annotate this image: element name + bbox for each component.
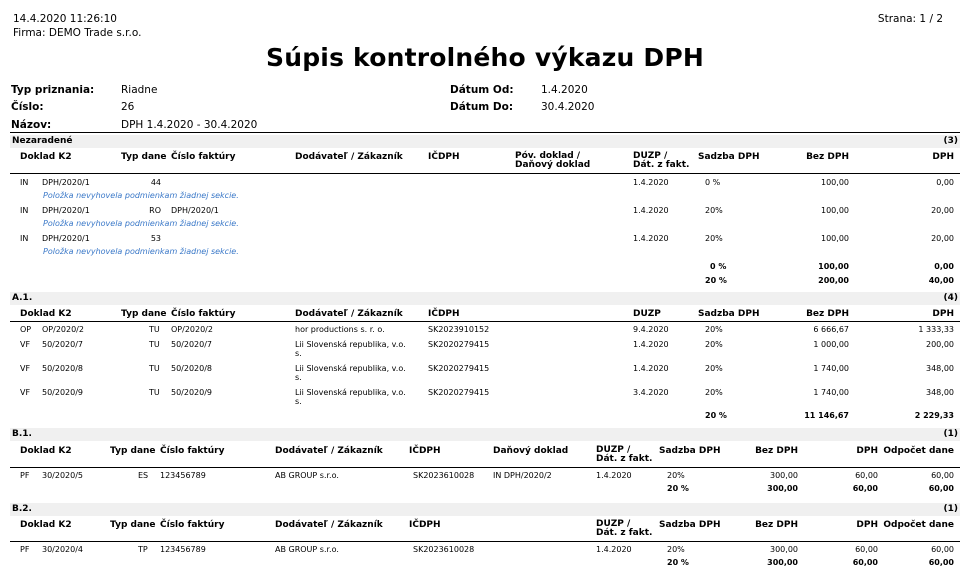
row-dodavatel-2: s.: [295, 397, 302, 406]
row-duzp: 1.4.2020: [633, 206, 669, 215]
header-divider: [10, 173, 960, 174]
col-odpocet: Odpočet dane: [883, 520, 954, 530]
row-icdph: SK2023610028: [413, 471, 475, 480]
page-number: Strana: 1 / 2: [877, 13, 943, 25]
col-doklad: Doklad K2: [20, 152, 72, 162]
row-k1: IN: [20, 206, 29, 215]
row-k1: IN: [20, 178, 29, 187]
typ-label: Typ priznania:: [11, 84, 95, 96]
col-bez-dph: Bez DPH: [755, 446, 798, 456]
header-divider: [10, 321, 960, 322]
row-k2: 30/2020/5: [42, 471, 84, 480]
col-sadzba: Sadzba DPH: [659, 446, 721, 456]
section-nezaradene-band: [10, 135, 960, 148]
col-duzp: [633, 152, 689, 170]
section-a1-band: [10, 292, 960, 305]
total-bez: 300,00: [767, 558, 798, 567]
col-sadzba: Sadzba DPH: [698, 152, 760, 162]
row-sadzba: 20%: [705, 234, 723, 243]
section-b2-band: [10, 503, 960, 516]
row-k1: OP: [20, 325, 32, 334]
row-k2: DPH/2020/1: [42, 234, 90, 243]
row-dodavatel-1: Lii Slovenská republika, v.o.: [295, 364, 406, 373]
row-odpocet: 60,00: [931, 471, 954, 480]
col-duzp-1: DUZP /: [596, 519, 631, 529]
col-duzp: [596, 520, 652, 538]
total-bez: 100,00: [818, 262, 849, 271]
total-sadzba: 20 %: [705, 276, 727, 285]
row-cislo: 50/2020/9: [171, 388, 213, 397]
total-dph: 40,00: [928, 276, 954, 285]
row-bez: 1 000,00: [813, 340, 849, 349]
row-dodavatel: AB GROUP s.r.o.: [275, 545, 339, 554]
row-duzp: 1.4.2020: [633, 178, 669, 187]
row-k1: PF: [20, 471, 30, 480]
row-k2: 30/2020/4: [42, 545, 84, 554]
row-cislo: OP/2020/2: [171, 325, 213, 334]
total-bez: 11 146,67: [804, 411, 849, 420]
total-dph: 60,00: [852, 558, 878, 567]
col-duzp-2: Dát. z fakt.: [633, 160, 690, 170]
row-dph: 20,00: [931, 206, 954, 215]
row-duzp: 1.4.2020: [633, 234, 669, 243]
col-doklad: Doklad K2: [20, 520, 72, 530]
row-dph: 200,00: [926, 340, 954, 349]
row-typ: TU: [149, 388, 160, 397]
row-cislo: 123456789: [160, 545, 206, 554]
total-sadzba: 20 %: [667, 558, 689, 567]
row-typ: RO: [149, 206, 161, 215]
section-count: (1): [943, 429, 958, 439]
row-dodavatel-1: Lii Slovenská republika, v.o.: [295, 388, 406, 397]
datum-od-label: Dátum Od:: [450, 84, 514, 96]
row-k1: IN: [20, 234, 29, 243]
col-icdph: IČDPH: [409, 446, 441, 456]
col-icdph: IČDPH: [428, 152, 460, 162]
col-pov-doklad: [515, 152, 590, 170]
row-k2: DPH/2020/1: [42, 178, 90, 187]
col-cislo: Číslo faktúry: [171, 152, 236, 162]
row-dph: 20,00: [931, 234, 954, 243]
total-sadzba: 20 %: [705, 411, 727, 420]
typ-value: Riadne: [121, 84, 158, 96]
row-dodavatel: [295, 340, 406, 358]
row-typ: 44: [150, 178, 161, 187]
col-pov-2: Daňový doklad: [515, 160, 591, 170]
col-icdph: IČDPH: [428, 309, 460, 319]
row-note: Položka nevyhovela podmienkam žiadnej sekcie.: [43, 219, 239, 228]
col-danovy-doklad: Daňový doklad: [493, 446, 569, 456]
total-odpocet: 60,00: [928, 558, 954, 567]
section-title: B.1.: [12, 429, 32, 439]
row-icdph: SK2020279415: [428, 364, 490, 373]
row-k2: 50/2020/8: [42, 364, 84, 373]
row-bez: 100,00: [821, 206, 849, 215]
section-b1-band: [10, 428, 960, 441]
row-bez: 6 666,67: [813, 325, 849, 334]
cislo-value: 26: [121, 101, 135, 113]
col-duzp-1: DUZP /: [596, 445, 631, 455]
col-dodavatel: Dodávateľ / Zákazník: [275, 520, 383, 530]
col-dodavatel: Dodávateľ / Zákazník: [275, 446, 383, 456]
nazov-label: Názov:: [11, 119, 52, 131]
row-bez: 300,00: [770, 545, 798, 554]
row-icdph: SK2023610028: [413, 545, 475, 554]
row-duzp: 1.4.2020: [633, 364, 669, 373]
row-cislo: DPH/2020/1: [171, 206, 219, 215]
col-dph: DPH: [856, 520, 878, 530]
row-duzp: 1.4.2020: [596, 545, 632, 554]
cislo-label: Číslo:: [11, 101, 44, 113]
total-bez: 200,00: [818, 276, 849, 285]
col-sadzba: Sadzba DPH: [659, 520, 721, 530]
row-duzp: 3.4.2020: [633, 388, 669, 397]
col-odpocet: Odpočet dane: [883, 446, 954, 456]
row-sadzba: 20%: [705, 364, 723, 373]
datum-od-value: 1.4.2020: [541, 84, 588, 96]
total-odpocet: 60,00: [928, 484, 954, 493]
total-sadzba: 0 %: [710, 262, 727, 271]
row-sadzba: 20%: [667, 471, 685, 480]
col-dph: DPH: [856, 446, 878, 456]
row-cislo: 50/2020/8: [171, 364, 213, 373]
col-typ: Typ dane: [110, 520, 156, 530]
row-cislo: 50/2020/7: [171, 340, 213, 349]
row-icdph: SK2023910152: [428, 325, 490, 334]
row-bez: 100,00: [821, 234, 849, 243]
row-sadzba: 20%: [705, 325, 723, 334]
datum-do-value: 30.4.2020: [541, 101, 595, 113]
row-sadzba: 20%: [705, 206, 723, 215]
row-bez: 1 740,00: [813, 364, 849, 373]
row-dodavatel: hor productions s. r. o.: [295, 325, 385, 334]
row-dodavatel-2: s.: [295, 373, 302, 382]
row-note: Položka nevyhovela podmienkam žiadnej sekcie.: [43, 247, 239, 256]
row-note: Položka nevyhovela podmienkam žiadnej sekcie.: [43, 191, 239, 200]
col-pov-1: Póv. doklad /: [515, 151, 581, 161]
header-divider: [10, 541, 960, 542]
row-dph: 348,00: [926, 388, 954, 397]
row-dodavatel-2: s.: [295, 349, 302, 358]
col-bez-dph: Bez DPH: [755, 520, 798, 530]
row-dodavatel-1: Lii Slovenská republika, v.o.: [295, 340, 406, 349]
total-bez: 300,00: [767, 484, 798, 493]
report-title: Súpis kontrolného výkazu DPH: [266, 43, 704, 72]
row-dodavatel: AB GROUP s.r.o.: [275, 471, 339, 480]
col-typ: Typ dane: [121, 152, 167, 162]
row-duzp: 9.4.2020: [633, 325, 669, 334]
col-doklad: Doklad K2: [20, 446, 72, 456]
col-duzp-2: Dát. z fakt.: [596, 454, 653, 464]
row-dph: 0,00: [936, 178, 954, 187]
section-count: (3): [943, 136, 958, 146]
section-count: (4): [943, 293, 958, 303]
col-cislo: Číslo faktúry: [160, 520, 225, 530]
print-datetime: 14.4.2020 11:26:10: [13, 13, 117, 25]
section-title: A.1.: [12, 293, 33, 303]
info-divider: [10, 132, 960, 133]
section-count: (1): [943, 504, 958, 514]
row-danovy-doklad: IN DPH/2020/2: [493, 471, 552, 480]
col-dodavatel: Dodávateľ / Zákazník: [295, 309, 403, 319]
row-typ: TU: [149, 340, 160, 349]
row-sadzba: 20%: [705, 340, 723, 349]
datum-do-label: Dátum Do:: [450, 101, 514, 113]
row-typ: ES: [138, 471, 149, 480]
company-name: Firma: DEMO Trade s.r.o.: [13, 27, 142, 39]
row-odpocet: 60,00: [931, 545, 954, 554]
col-cislo: Číslo faktúry: [160, 446, 225, 456]
total-dph: 2 229,33: [914, 411, 954, 420]
col-typ: Typ dane: [121, 309, 167, 319]
col-bez-dph: Bez DPH: [806, 152, 849, 162]
total-sadzba: 20 %: [667, 484, 689, 493]
row-duzp: 1.4.2020: [596, 471, 632, 480]
col-typ: Typ dane: [110, 446, 156, 456]
col-duzp-1: DUZP /: [633, 151, 668, 161]
col-duzp-2: Dát. z fakt.: [596, 528, 653, 538]
row-sadzba: 20%: [667, 545, 685, 554]
row-dph: 60,00: [855, 471, 878, 480]
col-duzp: [596, 446, 652, 464]
row-dodavatel: [295, 364, 406, 382]
row-sadzba: 20%: [705, 388, 723, 397]
header-divider: [10, 467, 960, 468]
row-cislo: 123456789: [160, 471, 206, 480]
row-k1: PF: [20, 545, 30, 554]
row-icdph: SK2020279415: [428, 340, 490, 349]
col-dodavatel: Dodávateľ / Zákazník: [295, 152, 403, 162]
row-k2: DPH/2020/1: [42, 206, 90, 215]
col-sadzba: Sadzba DPH: [698, 309, 760, 319]
row-typ: 53: [150, 234, 161, 243]
section-title: Nezaradené: [12, 136, 73, 146]
col-dph: DPH: [932, 152, 954, 162]
row-sadzba: 0 %: [705, 178, 721, 187]
nazov-value: DPH 1.4.2020 - 30.4.2020: [121, 119, 258, 131]
section-title: B.2.: [12, 504, 32, 514]
col-cislo: Číslo faktúry: [171, 309, 236, 319]
row-k2: 50/2020/7: [42, 340, 84, 349]
col-dph: DPH: [932, 309, 954, 319]
row-dph: 348,00: [926, 364, 954, 373]
row-bez: 100,00: [821, 178, 849, 187]
col-doklad: Doklad K2: [20, 309, 72, 319]
col-icdph: IČDPH: [409, 520, 441, 530]
col-bez-dph: Bez DPH: [806, 309, 849, 319]
row-duzp: 1.4.2020: [633, 340, 669, 349]
row-typ: TU: [149, 364, 160, 373]
total-dph: 0,00: [934, 262, 954, 271]
row-k1: VF: [20, 364, 31, 373]
row-dodavatel: [295, 388, 406, 406]
row-k2: 50/2020/9: [42, 388, 84, 397]
row-dph: 1 333,33: [918, 325, 954, 334]
row-icdph: SK2020279415: [428, 388, 490, 397]
row-bez: 300,00: [770, 471, 798, 480]
row-typ: TU: [149, 325, 160, 334]
row-dph: 60,00: [855, 545, 878, 554]
row-bez: 1 740,00: [813, 388, 849, 397]
total-dph: 60,00: [852, 484, 878, 493]
row-k1: VF: [20, 340, 31, 349]
row-typ: TP: [138, 545, 148, 554]
row-k2: OP/2020/2: [42, 325, 84, 334]
col-duzp: DUZP: [633, 309, 661, 319]
row-k1: VF: [20, 388, 31, 397]
